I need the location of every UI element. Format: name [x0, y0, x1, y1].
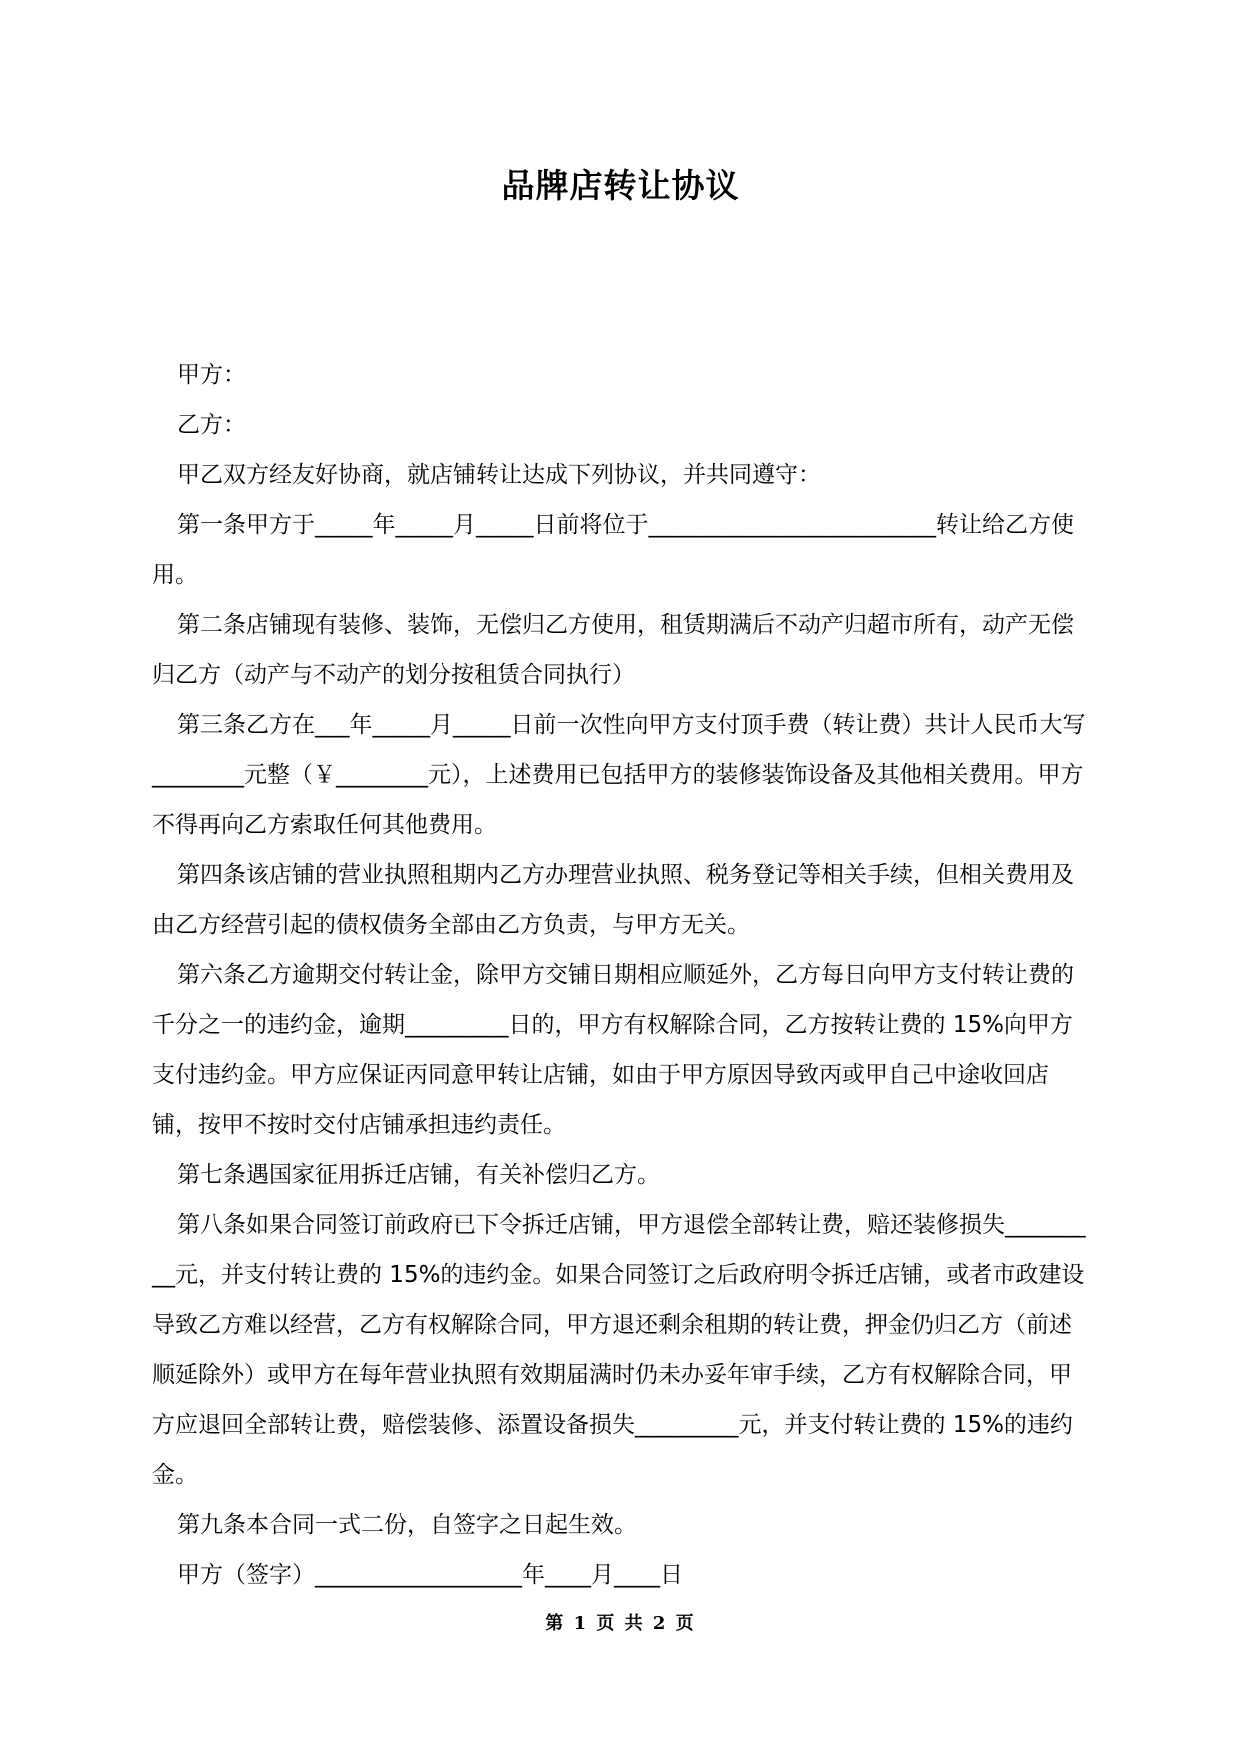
party-b-line: 乙方：	[177, 412, 246, 438]
document-title: 品牌店转让协议	[501, 166, 740, 205]
preamble-paragraph: 甲乙双方经友好协商，就店铺转让达成下列协议，并共同遵守：	[177, 462, 821, 488]
article-1: 第一条甲方于_____年_____月_____日前将位于_________________________转让给乙方使用。	[152, 512, 1074, 588]
signature-line-party-a: 甲方（签字）__________________年____月____日	[177, 1562, 683, 1588]
article-2: 第二条店铺现有装修、装饰，无偿归乙方使用，租赁期满后不动产归超市所有，动产无偿归乙方（动产与不动产的划分按租赁合同执行）	[152, 612, 1074, 688]
page-number-footer: 第 1 页 共 2 页	[545, 1613, 696, 1634]
article-9: 第九条本合同一式二份，自签字之日起生效。	[177, 1512, 637, 1538]
article-8: 第八条如果合同签订前政府已下令拆迁店铺，甲方退偿全部转让费，赔还装修损失_________元，并支付转让费的 15%的违约金。如果合同签订之后政府明令拆迁店铺，或者市政建设导致乙方难以经营，乙方有权解除合同，甲方退还剩余租期的转让费，押金仍归乙方（前述顺延除外）或甲方在每年营业执照有效期届满时仍未办妥年审手续，乙方有权解除合同，甲方应退回全部转让费，赔偿装修、添置设备损失_________元，并支付转让费的 15%的违约金。	[152, 1212, 1086, 1488]
article-3: 第三条乙方在___年_____月_____日前一次性向甲方支付顶手费（转让费）共计人民币大写________元整（￥________元），上述费用已包括甲方的装修装饰设备及其他相关费用。甲方不得再向乙方索取任何其他费用。	[152, 712, 1086, 838]
party-a-line: 甲方：	[177, 362, 246, 388]
article-6: 第六条乙方逾期交付转让金，除甲方交铺日期相应顺延外，乙方每日向甲方支付转让费的千分之一的违约金，逾期_________日的，甲方有权解除合同，乙方按转让费的 15%向甲方支付违约金。甲方应保证丙同意甲转让店铺，如由于甲方原因导致丙或甲自己中途收回店铺，按甲不按时交付店铺承担违约责任。	[152, 962, 1074, 1138]
article-4: 第四条该店铺的营业执照租期内乙方办理营业执照、税务登记等相关手续，但相关费用及由乙方经营引起的债权债务全部由乙方负责，与甲方无关。	[152, 862, 1074, 938]
article-7: 第七条遇国家征用拆迁店铺，有关补偿归乙方。	[177, 1162, 660, 1188]
document-body	[152, 350, 1090, 1600]
